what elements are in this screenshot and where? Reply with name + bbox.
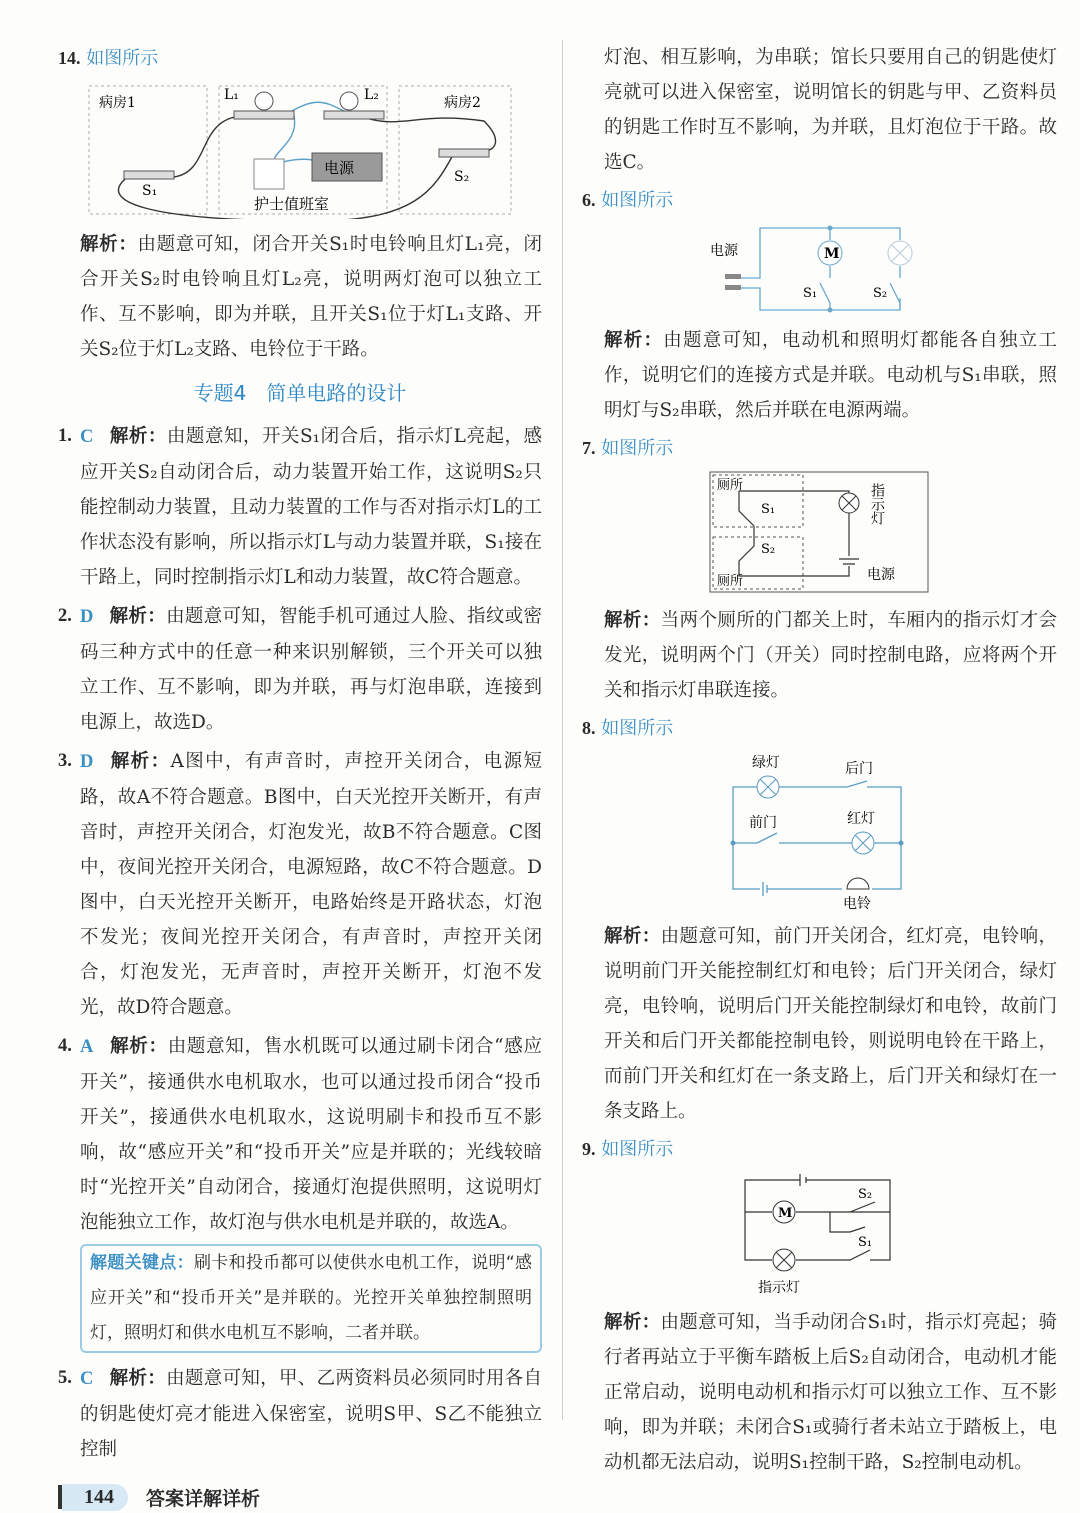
power-label: 电源 xyxy=(324,159,355,177)
q14-circuit-diagram xyxy=(84,81,516,219)
power-label: 电源 xyxy=(709,243,738,259)
back-door-label: 后门 xyxy=(845,761,873,777)
left-column xyxy=(58,40,542,1513)
lamp-l2-icon xyxy=(324,111,384,119)
analysis-text: 由题意可知，前门开关闭合，红灯亮，电铃响，说明前门开关能控制红灯和电铃；后门开关闭合，绿灯亮，电铃响，说明后门开关能控制绿灯和电铃，故前门开关和后门开关都能控制电铃，则说明电铃在干路上，而前门开关和红灯在一条支路上，后门开关和绿灯在一条支路上。 xyxy=(604,926,1057,1122)
lamp-label: 指示灯 xyxy=(868,483,885,525)
s2-label: S₂ xyxy=(857,1187,872,1202)
green-lamp-label: 绿灯 xyxy=(752,755,780,771)
q6-circuit-diagram xyxy=(705,223,935,315)
room2-label: 病房2 xyxy=(444,95,481,111)
analysis-label: 解析： xyxy=(109,606,167,627)
q6-title: 如图所示 xyxy=(601,190,674,211)
item-number: 5. xyxy=(58,1368,72,1388)
q8-header xyxy=(582,712,1057,745)
q7-circuit-diagram xyxy=(709,471,931,595)
red-lamp-label: 红灯 xyxy=(847,811,875,827)
s2-label: S₂ xyxy=(760,542,775,557)
s2-label: S₂ xyxy=(454,169,470,185)
q9-circuit-diagram xyxy=(740,1172,900,1297)
q7-header xyxy=(582,432,1057,465)
analysis-text: 由题意知，开关S₁闭合后，指示灯L亮起，感应开关S₂自动闭合后，动力装置开始工作，这说明S₂只能控制动力装置，且动力装置的工作与否对指示灯L的工作状态没有影响，所以指示灯L与动力装置并联，S₁接在干路上，同时控制指示灯L和动力装置，故C符合题意。 xyxy=(80,426,542,588)
q7-number: 7. xyxy=(582,438,596,458)
s1-label: S₁ xyxy=(142,183,158,199)
q9-title: 如图所示 xyxy=(601,1139,674,1160)
q6-analysis xyxy=(582,323,1057,428)
key-point-box xyxy=(80,1244,542,1353)
analysis-label: 解析： xyxy=(604,610,661,631)
item-5-continued: 灯泡、相互影响，为串联；馆长只要用自己的钥匙使灯亮就可以进入保密室，说明馆长的钥匙与甲、乙资料员的钥匙工作时互不影响，为并联，且灯泡位于干路。故选C。 xyxy=(604,47,1057,173)
room1-label: 病房1 xyxy=(99,95,136,111)
q6-header xyxy=(582,184,1057,217)
analysis-label: 解析： xyxy=(109,1368,167,1389)
item-answer: C xyxy=(80,1369,94,1389)
green-lamp-icon xyxy=(757,776,779,798)
item-number: 1. xyxy=(58,426,72,446)
q14-analysis xyxy=(58,227,542,367)
q14-header xyxy=(58,42,542,75)
column-divider xyxy=(562,40,563,1420)
item-answer: D xyxy=(80,607,94,627)
item-2 xyxy=(58,599,542,740)
q8-number: 8. xyxy=(582,718,596,738)
q9-header xyxy=(582,1133,1057,1166)
item-number: 3. xyxy=(58,751,72,771)
l2-label: L₂ xyxy=(364,87,379,103)
analysis-label: 解析： xyxy=(109,1036,168,1057)
s2-label: S₂ xyxy=(872,286,887,301)
analysis-text: 由题意知，售水机既可以通过刷卡闭合“感应开关”，接通供水电机取水，也可以通过投币闭合“投币开关”，接通供水电机取水，这说明刷卡和投币互不影响，故“感应开关”和“投币开关”应是并联的；光线较暗时“光控开关”自动闭合，接通灯泡提供照明，这说明灯泡能独立工作，故灯泡与供水电机是并联的，故选A。 xyxy=(80,1036,542,1233)
item-answer: A xyxy=(80,1037,94,1057)
item-3 xyxy=(58,744,542,1025)
analysis-text: 由题意可知，甲、乙两资料员必须同时用各自的钥匙使灯亮才能进入保密室，说明S甲、S乙不能独立控制 xyxy=(80,1368,542,1460)
indicator-lamp-icon xyxy=(839,493,859,513)
s1-label: S₁ xyxy=(857,1235,872,1250)
analysis-text: 由题意可知，电动机和照明灯都能各自独立工作，说明它们的连接方式是并联。电动机与S₁串联，照明灯与S₂串联，然后并联在电源两端。 xyxy=(604,330,1057,421)
lamp-l1-icon xyxy=(234,111,294,119)
q9-number: 9. xyxy=(582,1139,596,1159)
item-number: 2. xyxy=(58,606,72,626)
nurse-room-label: 护士值班室 xyxy=(254,195,330,213)
indicator-lamp-icon xyxy=(773,1249,795,1271)
key-point-text: 刷卡和投币都可以使供水电机工作，说明“感应开关”和“投币开关”是并联的。光控开关单独控制照明灯，照明灯和供水电机互不影响，二者并联。 xyxy=(90,1253,532,1343)
power-label: 电源 xyxy=(866,567,895,583)
q6-number: 6. xyxy=(582,190,596,210)
q14-number: 14. xyxy=(58,48,81,68)
item-5 xyxy=(58,1361,542,1467)
topic-heading: 专题4 简单电路的设计 xyxy=(193,381,407,405)
right-column xyxy=(582,40,1057,1484)
analysis-label: 解析： xyxy=(80,234,138,255)
q7-analysis xyxy=(582,603,1057,708)
switch-s2-icon xyxy=(439,149,489,157)
motor-label: M xyxy=(823,246,839,262)
analysis-label: 解析： xyxy=(604,1312,661,1333)
analysis-text: 由题意可知，当手动闭合S₁时，指示灯亮起；骑行者再站立于平衡车踏板上后S₂自动闭合，电动机才能正常启动，说明电动机和指示灯可以独立工作、互不影响，即为并联；未闭合S₁或骑行者未站立于踏板上，电动机都无法启动，说明S₁控制干路，S₂控制电动机。 xyxy=(604,1312,1057,1473)
s1-label: S₁ xyxy=(802,286,817,301)
page-number: 144 xyxy=(62,1484,128,1511)
analysis-label: 解析： xyxy=(109,751,171,772)
q8-title: 如图所示 xyxy=(601,718,674,739)
switch-s1-icon xyxy=(124,171,174,179)
q9-analysis xyxy=(582,1305,1057,1480)
item-answer: D xyxy=(80,752,94,772)
l1-label: L₁ xyxy=(224,87,239,103)
analysis-label: 解析： xyxy=(604,926,661,947)
toilet2-label: 厕所 xyxy=(716,574,743,589)
q14-title: 如图所示 xyxy=(86,48,159,69)
lamp-icon xyxy=(888,241,912,265)
analysis-label: 解析： xyxy=(604,330,664,351)
lamp-label: 指示灯 xyxy=(757,1280,800,1296)
analysis-text: A图中，有声音时，声控开关闭合，电源短路，故A不符合题意。B图中，白天光控开关断开，有声音时，声控开关闭合，灯泡发光，故B不符合题意。C图中，夜间光控开关闭合，电源短路，故C不符合题意。D图中，白天光控开关断开，电路始终是开路状态，灯泡不发光；夜间光控开关闭合，有声音时，声控开关闭合，灯泡发光，无声音时，声控开关断开，灯泡不发光，故D符合题意。 xyxy=(80,751,542,1018)
analysis-label: 解析： xyxy=(109,426,167,447)
analysis-text: 当两个厕所的门都关上时，车厢内的指示灯才会发光，说明两个门（开关）同时控制电路，应将两个开关和指示灯串联连接。 xyxy=(604,610,1057,701)
q8-analysis xyxy=(582,919,1057,1129)
analysis-text: 由题意可知，闭合开关S₁时电铃响且灯L₁亮，闭合开关S₂时电铃响且灯L₂亮，说明两灯泡可以独立工作、互不影响，即为并联，且开关S₁位于灯L₁支路、开关S₂位于灯L₂支路、电铃位于干路。 xyxy=(80,234,542,360)
bell-icon xyxy=(254,159,284,189)
red-lamp-icon xyxy=(852,832,874,854)
bell-icon xyxy=(847,878,869,889)
toilet1-label: 厕所 xyxy=(716,478,743,493)
power-terminal-icon xyxy=(725,274,741,279)
bell-label: 电铃 xyxy=(843,896,871,911)
analysis-text: 由题意可知，智能手机可通过人脸、指纹或密码三种方式中的任意一种来识别解锁，三个开关可以独立工作、互不影响，即为并联，再与灯泡串联，连接到电源上，故选D。 xyxy=(80,606,542,733)
q7-title: 如图所示 xyxy=(601,438,674,459)
item-4 xyxy=(58,1029,542,1240)
footer-title: 答案详解详析 xyxy=(146,1487,261,1510)
page-footer xyxy=(58,1481,542,1513)
item-answer: C xyxy=(80,427,94,447)
front-door-label: 前门 xyxy=(749,815,777,831)
q8-circuit-diagram xyxy=(727,751,912,911)
key-point-label: 解题关键点： xyxy=(90,1253,194,1273)
motor-label: M xyxy=(777,1206,792,1221)
item-number: 4. xyxy=(58,1036,72,1056)
item-1 xyxy=(58,419,542,595)
s1-label: S₁ xyxy=(760,502,775,517)
